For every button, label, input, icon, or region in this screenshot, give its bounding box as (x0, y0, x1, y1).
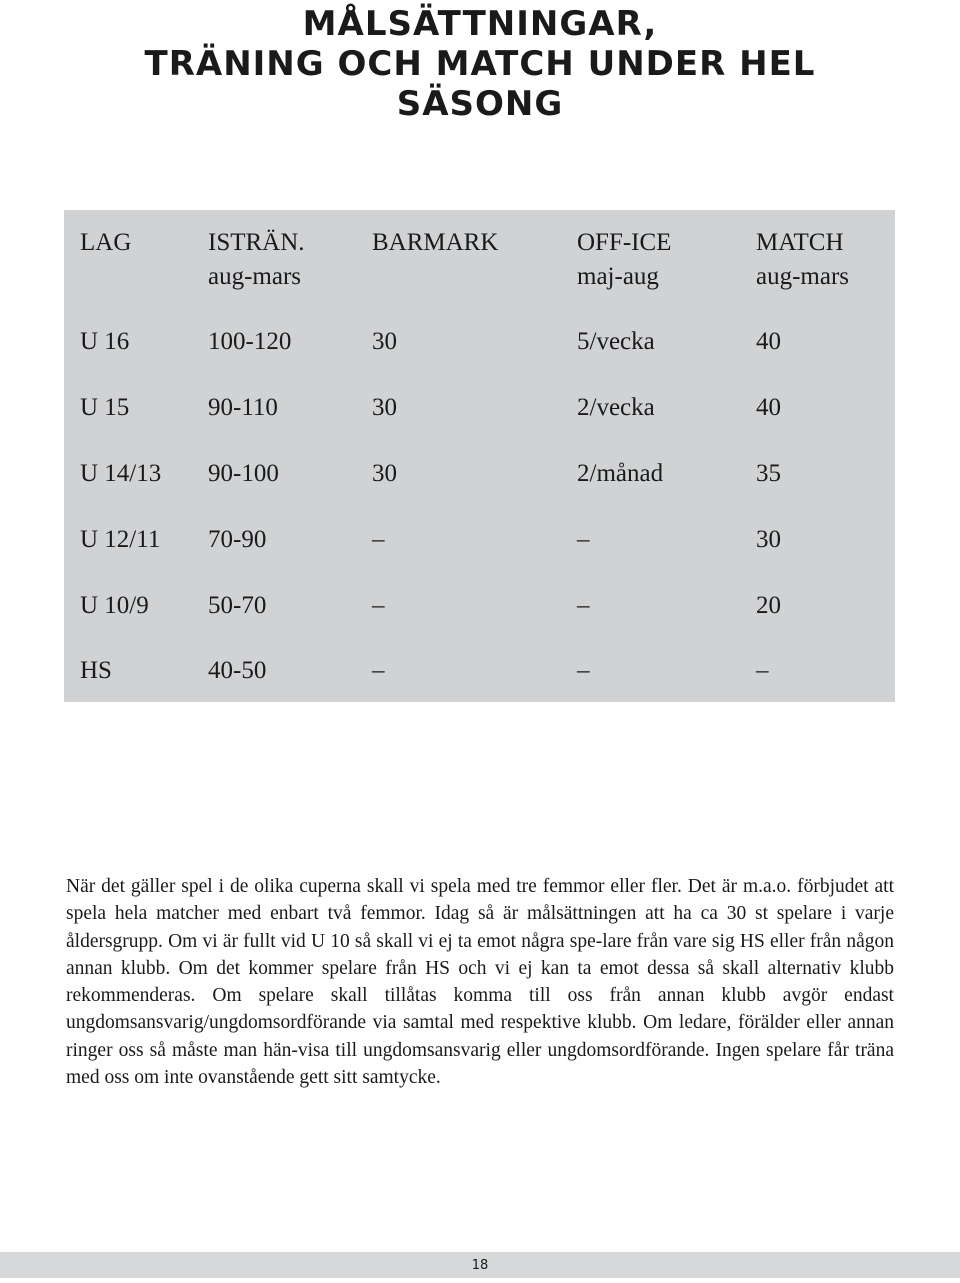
body-line: När det gäller spel i de olika cuperna skall vi spela med tre femmor eller fler. Det är m.a.o. (66, 876, 792, 897)
cell-lag: U 10/9 (80, 592, 149, 619)
cell-barmark: 30 (372, 394, 397, 421)
cell-barmark: – (372, 592, 385, 619)
cell-lag: U 15 (80, 394, 130, 421)
title-line-3: SÄSONG (396, 84, 564, 124)
cell-match: – (756, 657, 769, 684)
cell-lag: U 12/11 (80, 526, 161, 553)
cell-lag: HS (80, 657, 112, 684)
body-line: inte ovanstående gett sitt samtycke. (164, 1067, 441, 1089)
header-lag: LAG (80, 229, 132, 256)
body-line: samtal med respektive klubb. Om ledare, förälder eller annan ringer oss så måste man hän- (66, 1012, 895, 1061)
body-line: 30 st spelare i varje åldersgrupp. Om vi är fullt vid U 10 så skall vi ej ta emot några spe- (66, 903, 894, 952)
title-line-1: MÅLSÄTTNINGAR, (302, 4, 658, 44)
cell-istran: 70-90 (208, 526, 267, 553)
header-istran: ISTRÄN. (208, 229, 305, 256)
body-paragraph (66, 873, 894, 1091)
cell-match: 35 (756, 460, 781, 487)
page-title (60, 4, 900, 124)
cell-lag: U 14/13 (80, 460, 162, 487)
header-off-ice-period: maj-aug (577, 263, 659, 290)
body-line: visa till ungdomsansvarig eller ungdomsordförande. Ingen spelare får träna med oss om (66, 1039, 894, 1089)
cell-lag: U 16 (80, 328, 130, 355)
cell-off-ice: – (577, 526, 590, 553)
cell-istran: 40-50 (208, 657, 267, 684)
header-barmark: BARMARK (372, 229, 499, 256)
cell-off-ice: – (577, 592, 590, 619)
body-line: förbjudet att spela hela matcher med enbart två femmor. Idag så är målsättningen att ha ca (66, 876, 894, 925)
cell-istran: 100-120 (208, 328, 292, 355)
body-line: komma till oss från annan klubb avgör endast ungdomsansvarig/ungdomsordförande via (66, 985, 894, 1034)
header-off-ice: OFF-ICE (577, 229, 672, 256)
cell-istran: 50-70 (208, 592, 267, 619)
header-istran-period: aug-mars (208, 263, 302, 290)
cell-barmark: – (372, 526, 385, 553)
training-table (64, 210, 895, 702)
cell-match: 40 (756, 394, 781, 421)
body-line: ej kan ta emot dessa så skall alternativ klubb rekommenderas. Om spelare skall tillåtas (66, 957, 895, 1007)
cell-barmark: 30 (372, 328, 397, 355)
cell-match: 30 (756, 526, 781, 553)
header-match: MATCH (756, 229, 844, 256)
page-number: 18 (471, 1258, 489, 1273)
cell-off-ice: – (577, 657, 590, 684)
body-line: lare från vare sig HS eller från någon annan klubb. Om det kommer spelare från HS och vi (66, 930, 894, 979)
cell-istran: 90-100 (208, 460, 279, 487)
cell-off-ice: 2/månad (577, 460, 664, 487)
header-match-period: aug-mars (756, 263, 850, 290)
cell-match: 20 (756, 592, 781, 619)
cell-istran: 90-110 (208, 394, 278, 421)
cell-barmark: 30 (372, 460, 397, 487)
cell-barmark: – (372, 657, 385, 684)
cell-off-ice: 2/vecka (577, 394, 655, 421)
title-line-2: TRÄNING OCH MATCH UNDER HEL (144, 44, 816, 84)
cell-match: 40 (756, 328, 781, 355)
cell-off-ice: 5/vecka (577, 328, 655, 355)
